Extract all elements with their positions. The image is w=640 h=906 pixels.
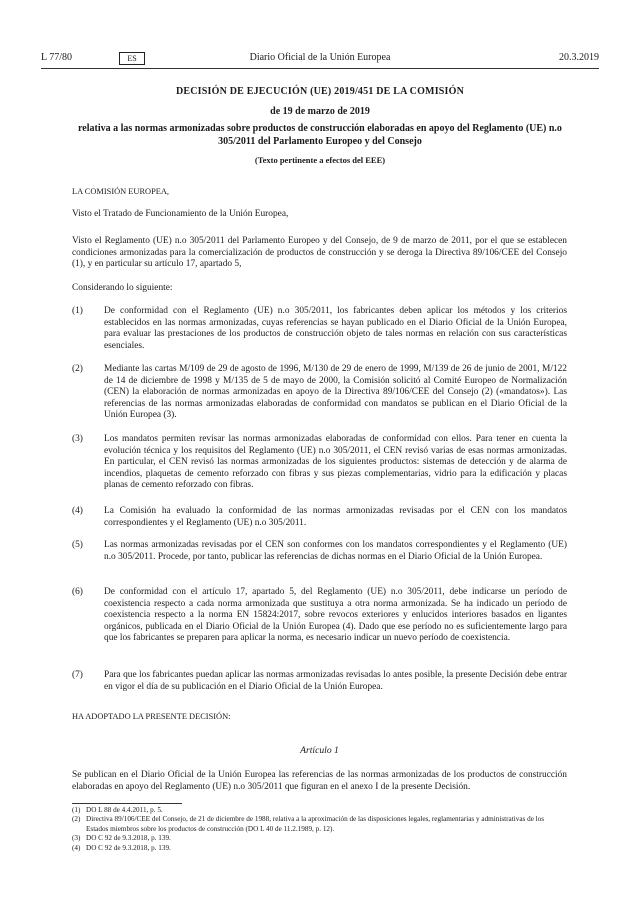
recital-3	[72, 434, 567, 492]
recital-number: (1)	[72, 306, 83, 316]
recital-text: De conformidad con el Reglamento (UE) n.o 305/2011, los fabricantes deben aplicar los métodos y los criterios establecidos en las normas armonizadas, cuyas referencias se hayan publicado en el Diario Oficial de la Unión Europea, para evaluar las prestaciones de los productos de construcción objeto de tales normas en relación con sus características esenciales.	[104, 306, 567, 351]
recital-number: (7)	[72, 670, 83, 680]
recital-6	[72, 587, 567, 645]
recital-5	[72, 540, 567, 563]
recital-number: (6)	[72, 587, 83, 597]
recital-text: La Comisión ha evaluado la conformidad de las normas armonizadas revisadas por el CEN con los mandatos correspondientes y el Reglamento (UE) n.o 305/2011.	[104, 506, 567, 528]
recital-number: (5)	[72, 540, 83, 550]
footnotes	[72, 806, 567, 853]
recital-text: Para que los fabricantes puedan aplicar las normas armonizadas revisadas lo antes posible, la presente Decisión debe entrar en vigor el día de su publicación en el Diario Oficial de la Unión Europea.	[104, 670, 567, 692]
considerando-line: Considerando lo siguiente:	[72, 283, 173, 293]
page-reference: L 77/80	[41, 52, 73, 63]
adopted-line: HA ADOPTADO LA PRESENTE DECISIÓN:	[72, 712, 231, 721]
journal-title: Diario Oficial de la Unión Europea	[249, 52, 391, 63]
footnote-2	[72, 815, 567, 834]
page-header	[41, 51, 599, 67]
recital-1	[72, 306, 567, 352]
decision-title: DECISIÓN DE EJECUCIÓN (UE) 2019/451 DE LA COMISIÓN	[175, 86, 465, 97]
recital-2	[72, 364, 567, 422]
recital-text: Los mandatos permiten revisar las normas armonizadas elaboradas de conformidad con ellos. Para tener en cuenta la evolución técnica y los requisitos del Reglamento (UE) n.o 305/2011, el CEN revisó varias de esas normas armonizadas. En particular, el CEN revisó las normas armonizadas de los siguientes productos: sistemas de detección y de alarma de incendios, plaquetas de cemento reforzado con fibras y sus piezas complementarias, vidrio para la edificación y placas planas de cemento reforzado con fibras.	[104, 434, 567, 491]
commission-line: LA COMISIÓN EUROPEA,	[72, 187, 170, 196]
footnote-number: (4)	[72, 843, 81, 852]
footnote-divider	[72, 803, 182, 804]
decision-date: de 19 de marzo de 2019	[270, 106, 370, 117]
eee-note: (Texto pertinente a efectos del EEE)	[254, 155, 386, 165]
article-heading: Artículo 1	[300, 745, 339, 756]
footnote-text: DO C 92 de 9.3.2018, p. 139.	[86, 834, 171, 843]
recital-7	[72, 670, 567, 693]
footnote-1	[72, 806, 567, 815]
recital-text: De conformidad con el artículo 17, apartado 5, del Reglamento (UE) n.o 305/2011, debe indicarse un período de coexistencia respecto a cada norma armonizada que sustituya a otra norma armonizada. Se ha indicado un período de coexistencia respecto a la norma EN 15824:2017, sobre revocos exteriores y enlucidos interiores basados en ligantes orgánicos, publicada en el Diario Oficial de la Unión Europea (4). Dado que ese período no es suficientemente largo para que los fabricantes se preparen para aplicar la norma, es necesario indicar un nuevo período de coexistencia.	[104, 587, 567, 644]
visto-regulation: Visto el Reglamento (UE) n.o 305/2011 del Parlamento Europeo y del Consejo, de 9 de marzo de 2011, por el que se establecen condiciones armonizadas para la comercialización de productos de construcción y se deroga la Directiva 89/106/CEE del Consejo (1), y en particular su artículo 17, apartado 5,	[72, 236, 567, 270]
footnote-3	[72, 834, 567, 843]
header-divider	[41, 68, 599, 69]
recital-number: (2)	[72, 364, 83, 374]
recital-number: (4)	[72, 506, 83, 516]
language-badge: ES	[119, 52, 145, 65]
footnote-number: (1)	[72, 806, 81, 814]
footnote-text: DO C 92 de 9.3.2018, p. 139.	[86, 843, 171, 852]
footnote-text: Directiva 89/106/CEE del Consejo, de 21 de diciembre de 1988, relativa a la aproximación de las disposiciones legales, reglamentarias y administrativas de los Estados miembros sobre los productos de construcción (DO L 40 de 11.2.1989, p. 12).	[86, 815, 545, 833]
footnote-number: (3)	[72, 834, 81, 843]
publication-date: 20.3.2019	[559, 52, 599, 63]
recital-number: (3)	[72, 434, 83, 444]
article-text: Se publican en el Diario Oficial de la Unión Europea las referencias de las normas armonizadas de los productos de construcción elaboradas en apoyo del Reglamento (UE) n.o 305/2011 que figuran en el anexo I de la presente Decisión.	[72, 770, 567, 792]
footnote-4	[72, 844, 567, 853]
footnote-number: (2)	[72, 815, 81, 824]
recital-4	[72, 506, 567, 529]
footnote-text: DO L 88 de 4.4.2011, p. 5.	[86, 806, 163, 814]
visto-treaty: Visto el Tratado de Funcionamiento de la Unión Europea,	[72, 209, 289, 219]
recital-text: Las normas armonizadas revisadas por el CEN son conformes con los mandatos correspondientes y el Reglamento (UE) n.o 305/2011. Procede, por tanto, publicar las referencias de dichas normas en el Diario Oficial de la Unión Europea.	[104, 540, 567, 562]
decision-subject: relativa a las normas armonizadas sobre productos de construcción elaboradas en apoyo del Reglamento (UE) n.o 305/2011 del Parlamento Europeo y del Consejo	[78, 123, 562, 147]
recital-text: Mediante las cartas M/109 de 29 de agosto de 1996, M/130 de 29 de enero de 1999, M/139 de 26 de junio de 2001, M/122 de 14 de diciembre de 1998 y M/135 de 5 de mayo de 2000, la Comisión solicitó al Comité Europeo de Normalización (CEN) la elaboración de normas armonizadas en apoyo de la Directiva 89/106/CEE del Consejo (2) («mandatos»). Las referencias de las normas armonizadas elaboradas de conformidad con mandatos se publican en el Diario Oficial de la Unión Europea (3).	[104, 364, 567, 421]
